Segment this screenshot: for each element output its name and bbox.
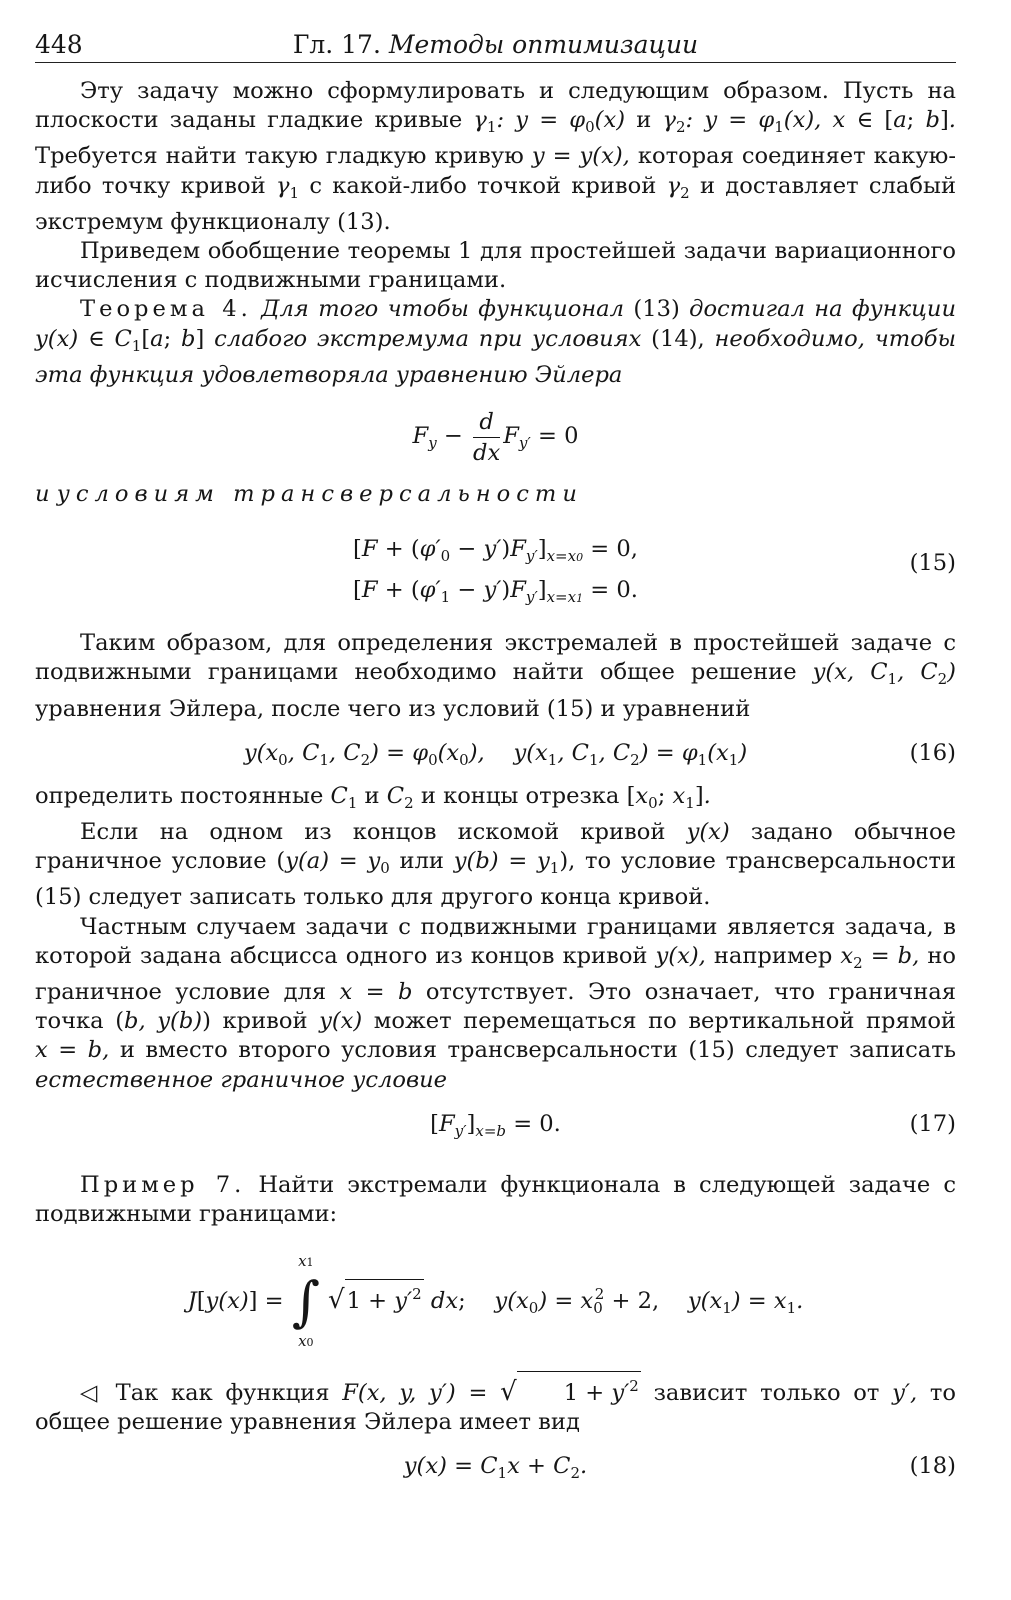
example-7: Пример 7. Найти экстремали функционала в следующей задаче с подвижными границами: — [35, 1171, 956, 1228]
paragraph-constants: определить постоянные $C_1$ и $C_2$ и концы отрезка [$x_0$; $x_1$]. — [35, 782, 711, 812]
book-page — [35, 26, 956, 1494]
chapter-prefix: Гл. 17. — [292, 30, 381, 59]
page-body — [35, 77, 956, 1494]
equation-number-17: (17) — [909, 1110, 956, 1137]
paragraph-method: Таким образом, для определения экстремалей в простейшей задаче с подвижными границами необходимо найти общее решение y(x, $C_1$, $C_2$) уравнения Эйлера, после чего из условий (15) и уравнений — [35, 630, 956, 722]
paragraph-solution: ◁ Так как функция F(x, y, y′) = √ $1 + y'^2$ зависит только от y′, то общее решение уравнения Эйлера имеет вид — [35, 1371, 956, 1437]
paragraph-problem-statement: Эту задачу можно сформулировать и следующим образом. Пусть на плоскости заданы гладкие кривые $\gamma_1$: $y = \varphi_0(x)$ и $\gamma_2$: $y = \varphi_1(x)$, x ∈ [a; b]. Требуется найти такую гладкую кривую y = y(x), которая соединяет какую-либо точку кривой $\gamma_1$ с какой-либо точкой кривой $\gamma_2$ и доставляет слабый экстремум функционалу (13). — [35, 78, 957, 235]
chapter-title: Методы оптимизации — [388, 30, 699, 59]
example-label: Пример 7. — [80, 1171, 246, 1198]
equation-number-16: (16) — [909, 739, 956, 766]
page-number: 448 — [35, 30, 83, 59]
page-header — [35, 26, 956, 63]
equation-16: $y(x_0$, $C_1$, $C_2) = \varphi_0(x_0)$, $y(x_1$, $C_1$, $C_2) = \varphi_1(x_1)$ (16) — [35, 724, 956, 782]
functional-equation: J[y(x)] = x1 ∫ x0 $√1 + y'^2$ dx; $y(x_0) = x_0^2 + 2$, $y(x_1) = x_1$. — [187, 1252, 804, 1351]
equation-17: $[F_{y'}]_{x=b} = 0$. (17) — [35, 1095, 956, 1153]
equation-number-15: (15) — [909, 550, 956, 577]
running-head — [35, 30, 956, 59]
equation-15: $[F + (\varphi'_0 - y')F_{y'}]_{x=x0} = 0$, $[F + (\varphi'_1 - y')F_{y'}]_{x=x1} = 0$. (15) — [353, 536, 956, 607]
theorem-4: Теорема 4. Для того чтобы функционал (13) достигал на функции y(x) ∈ $C_1[a$; b] слабого экстремума при условиях (14), необходимо, чтобы эта функция удовлетворяла уравнению Эйлера — [35, 296, 957, 388]
paragraph-one-end: Если на одном из концов искомой кривой y(x) задано обычное граничное условие ($y(a) = y_0$ или $y(b) = y_1$), то условие трансверсальности (15) следует записать только для другого конца кривой. — [35, 819, 957, 911]
equation-number-18: (18) — [909, 1452, 956, 1479]
paragraph-special-case: Частным случаем задачи с подвижными границами является задача, в которой задана абсцисса одного из концов кривой y(x), например $x_2 = b$, но граничное условие для x = b отсутствует. Это означает, что граничная точка (b, y(b)) кривой y(x) может перемещаться по вертикальной прямой x = b, и вместо второго условия трансверсальности (15) следует записать естественное граничное условие — [35, 913, 956, 1093]
theorem-label: Теорема 4. — [80, 296, 252, 323]
euler-equation: $F_y$ − $\frac{d}{dx}$ $F_{y'} = 0$ — [412, 408, 579, 466]
paragraph-generalization: Приведем обобщение теоремы 1 для простейшей задачи вариационного исчисления с подвижными границами. — [35, 238, 956, 294]
equation-18: $y(x) = C_1x + C_2$. (18) — [35, 1438, 956, 1494]
transversality-intro: и условиям трансверсальности — [35, 481, 583, 508]
